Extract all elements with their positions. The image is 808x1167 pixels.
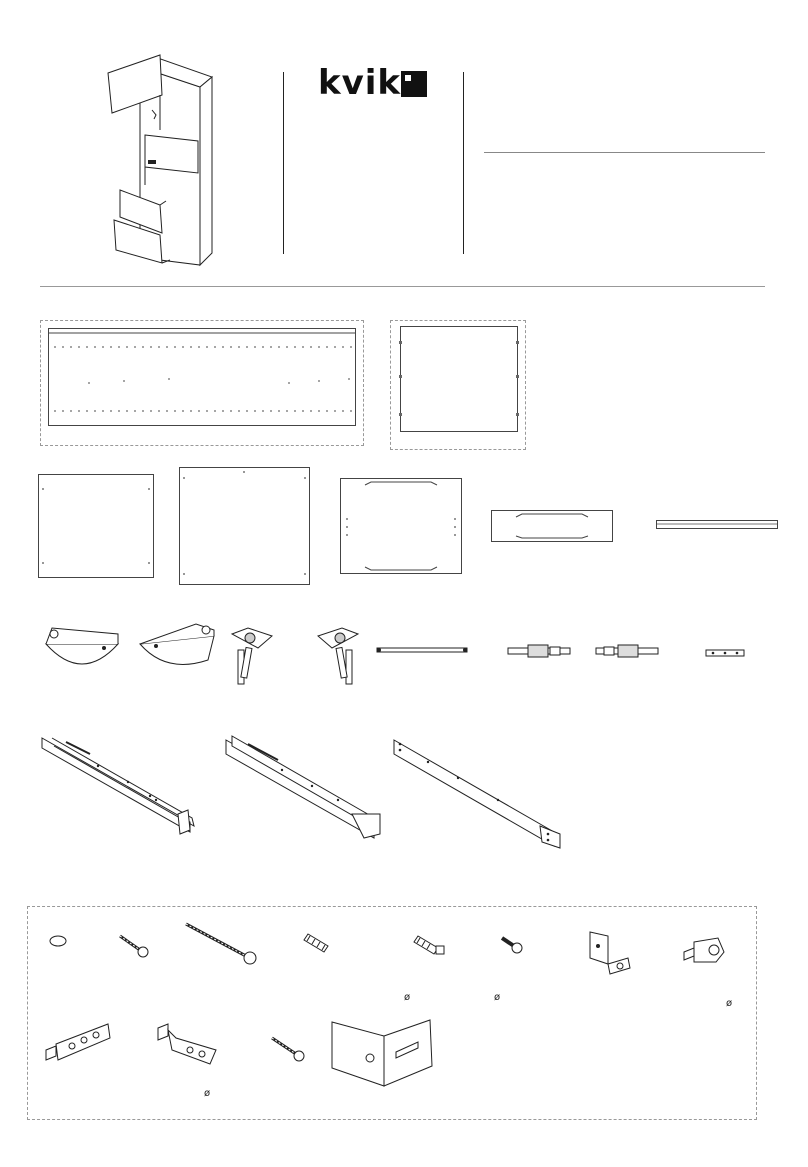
dowel-icon xyxy=(302,928,338,956)
header-divider-right xyxy=(463,72,464,254)
mounting-plate xyxy=(705,648,745,658)
top-panel-holes xyxy=(401,327,517,431)
side-panel-large xyxy=(48,328,356,426)
back-panel-holes xyxy=(180,468,309,584)
diameter-symbol-3: ø xyxy=(726,998,733,1009)
push-latch-right xyxy=(594,643,660,659)
square-logo-icon xyxy=(401,71,427,97)
header-divider-left xyxy=(283,72,284,254)
cap-icon xyxy=(48,934,68,948)
drawer-front-strip xyxy=(491,510,613,542)
connecting-rod xyxy=(376,646,468,654)
header-title-rule xyxy=(484,152,765,153)
short-screw-icon xyxy=(116,932,152,958)
drawer-bottom-grooves xyxy=(341,479,461,573)
wood-screw-icon xyxy=(268,1034,308,1064)
diameter-symbol-2: ø xyxy=(494,992,501,1003)
rail-strip-line xyxy=(657,521,777,528)
half-moon-bracket-right xyxy=(136,620,218,674)
angle-bracket-hinge-icon xyxy=(582,928,634,976)
drawer-runner-right xyxy=(388,734,564,852)
rail-strip xyxy=(656,520,778,529)
tall-cabinet-illustration xyxy=(100,55,220,270)
back-panel xyxy=(179,467,310,585)
side-panel-holes xyxy=(49,329,355,425)
diameter-symbol-1: ø xyxy=(404,992,411,1003)
long-screw-icon xyxy=(182,920,262,966)
corner-bracket-icon xyxy=(326,1016,436,1092)
lift-mechanism-right xyxy=(312,624,362,686)
section-separator xyxy=(40,286,765,287)
drawer-runner-center xyxy=(222,734,382,842)
lift-mechanism-left xyxy=(228,624,278,686)
hanging-bracket-icon xyxy=(152,1020,222,1070)
brand-logo-text: kvik xyxy=(318,63,402,103)
half-moon-bracket-left xyxy=(42,624,122,676)
connector-plate-icon xyxy=(42,1020,114,1068)
drawer-bottom-panel xyxy=(340,478,462,574)
drawer-front-grooves xyxy=(492,511,612,541)
shelf-panel xyxy=(38,474,154,578)
top-panel xyxy=(400,326,518,432)
cam-lock-icon xyxy=(680,932,728,968)
drawer-runner-left xyxy=(38,734,196,838)
shelf-panel-holes xyxy=(39,475,153,577)
machine-screw-icon xyxy=(498,934,526,956)
diameter-symbol-4: ø xyxy=(204,1088,211,1099)
expansion-dowel-icon xyxy=(412,930,448,958)
push-latch-left xyxy=(506,643,572,659)
